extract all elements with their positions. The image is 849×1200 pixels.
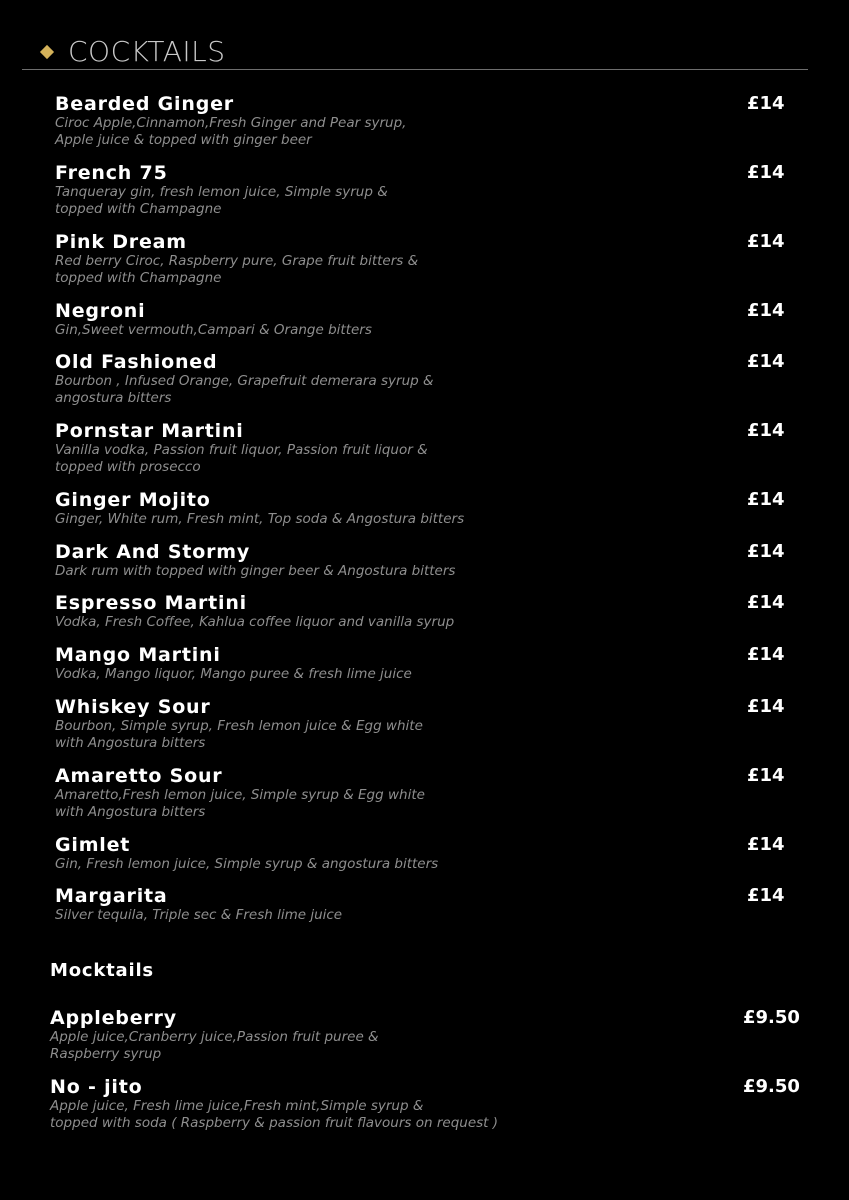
menu-item-whiskey-sour [55, 696, 423, 753]
item-name: Mango Martini [55, 644, 221, 666]
item-description: Gin, Fresh lemon juice, Simple syrup & angostura bitters [55, 856, 439, 872]
item-price: £14 [747, 231, 785, 252]
item-price: £14 [747, 834, 785, 855]
item-description: Ciroc Apple,Cinnamon,Fresh Ginger and Pear syrup, Apple juice & topped with ginger beer [55, 115, 407, 149]
item-description: Apple juice, Fresh lime juice,Fresh mint,Simple syrup & topped with soda ( Raspberry & passion fruit flavours on request ) [50, 1098, 499, 1132]
item-price: £14 [747, 162, 785, 183]
item-description: Amaretto,Fresh lemon juice, Simple syrup & Egg white with Angostura bitters [55, 787, 425, 821]
item-description: Vodka, Fresh Coffee, Kahlua coffee liquor and vanilla syrup [55, 614, 455, 630]
item-name: Pink Dream [55, 231, 187, 253]
item-name: Ginger Mojito [55, 489, 211, 511]
header-divider [22, 69, 808, 70]
item-price: £14 [747, 300, 785, 321]
item-name: No - jito [50, 1076, 143, 1098]
item-description: Bourbon , Infused Orange, Grapefruit demerara syrup & angostura bitters [55, 373, 434, 407]
mocktails-section-title: Mocktails [50, 960, 154, 981]
menu-item-dark-and-stormy [55, 541, 455, 580]
item-description: Vodka, Mango liquor, Mango puree & fresh lime juice [55, 666, 412, 682]
item-description: Red berry Ciroc, Raspberry pure, Grape fruit bitters & topped with Champagne [55, 253, 419, 287]
item-price: £14 [747, 644, 785, 665]
item-description: Apple juice,Cranberry juice,Passion fruit puree & Raspberry syrup [50, 1029, 379, 1063]
menu-title: COCKTAILS [68, 34, 226, 68]
item-name: Old Fashioned [55, 351, 218, 373]
menu-item-margarita [55, 885, 342, 924]
item-name: Dark And Stormy [55, 541, 251, 563]
item-price: £14 [747, 420, 785, 441]
menu-item-no-jito [50, 1076, 498, 1133]
item-name: French 75 [55, 162, 168, 184]
item-price: £14 [747, 885, 785, 906]
item-description: Vanilla vodka, Passion fruit liquor, Passion fruit liquor & topped with prosecco [55, 442, 428, 476]
diamond-icon [40, 45, 54, 59]
item-description: Bourbon, Simple syrup, Fresh lemon juice & Egg white with Angostura bitters [55, 718, 423, 752]
menu-item-pornstar-martini [55, 420, 428, 477]
item-price: £14 [747, 541, 785, 562]
item-name: Pornstar Martini [55, 420, 244, 442]
item-description: Silver tequila, Triple sec & Fresh lime juice [55, 907, 343, 923]
menu-item-gimlet [55, 834, 438, 873]
item-price: £14 [747, 351, 785, 372]
item-name: Negroni [55, 300, 146, 322]
item-description: Ginger, White rum, Fresh mint, Top soda & Angostura bitters [55, 511, 465, 527]
item-price: £9.50 [743, 1007, 800, 1028]
menu-item-amaretto-sour [55, 765, 425, 822]
item-name: Whiskey Sour [55, 696, 211, 718]
menu-header [42, 34, 226, 68]
menu-item-old-fashioned [55, 351, 434, 408]
menu-item-bearded-ginger [55, 93, 406, 150]
item-description: Gin,Sweet vermouth,Campari & Orange bitters [55, 322, 372, 338]
menu-item-pink-dream [55, 231, 418, 288]
menu-item-french-75 [55, 162, 388, 219]
item-price: £9.50 [743, 1076, 800, 1097]
item-price: £14 [747, 489, 785, 510]
item-name: Gimlet [55, 834, 131, 856]
menu-item-mango-martini [55, 644, 412, 683]
item-price: £14 [747, 696, 785, 717]
item-description: Dark rum with topped with ginger beer & Angostura bitters [55, 563, 456, 579]
item-price: £14 [747, 765, 785, 786]
menu-item-appleberry [50, 1007, 379, 1064]
item-price: £14 [747, 592, 785, 613]
item-description: Tanqueray gin, fresh lemon juice, Simple syrup & topped with Champagne [55, 184, 388, 218]
item-name: Bearded Ginger [55, 93, 234, 115]
item-name: Margarita [55, 885, 168, 907]
item-name: Appleberry [50, 1007, 177, 1029]
item-name: Amaretto Sour [55, 765, 223, 787]
menu-item-negroni [55, 300, 372, 339]
menu-item-espresso-martini [55, 592, 454, 631]
item-name: Espresso Martini [55, 592, 247, 614]
menu-item-ginger-mojito [55, 489, 464, 528]
item-price: £14 [747, 93, 785, 114]
